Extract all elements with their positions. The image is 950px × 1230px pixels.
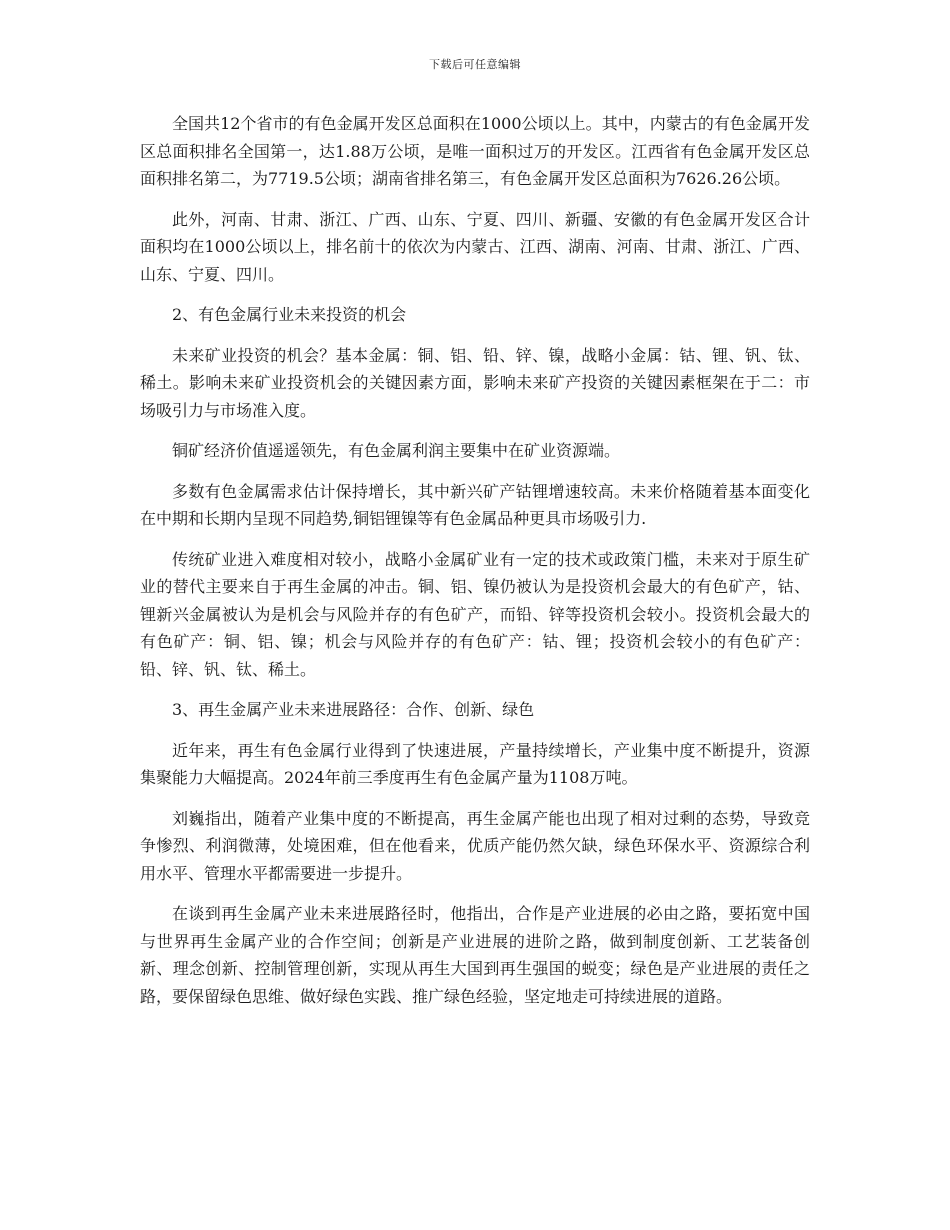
section-heading-investment: 2、有色金属行业未来投资的机会 [172, 305, 407, 324]
paragraph-traditional-mining: 传统矿业进入难度相对较小，战略小金属矿业有一定的技术或政策门槛，未来对于原生矿业的替代主要来自于再生金属的冲击。铜、铝、镍仍被认为是投资机会最大的有色矿产，钴、锂新兴金属被认为是机会与风险并存的有色矿产，而铅、锌等投资机会较小。投资机会最大的有色矿产：铜、铝、镍；机会与风险并存的有色矿产：钴、锂；投资机会较小的有色矿产：铅、锌、钒、钛、稀土。 [140, 549, 810, 679]
paragraph-overcapacity: 刘巍指出，随着产业集中度的不断提高，再生金属产能也出现了相对过剩的态势，导致竞争惨烈、利润微薄，处境困难，但在他看来，优质产能仍然欠缺，绿色环保水平、资源综合利用水平、管理水平都需要进一步提升。 [140, 808, 810, 883]
paragraph-investment-opportunities: 未来矿业投资的机会？基本金属：铜、铝、铅、锌、镍，战略小金属：钴、锂、钒、钛、稀土。影响未来矿业投资机会的关键因素方面，影响未来矿产投资的关键因素框架在于二：市场吸引力与市场准入度。 [140, 345, 810, 420]
paragraph-copper-value: 铜矿经济价值遥遥领先，有色金属利润主要集中在矿业资源端。 [172, 441, 621, 460]
document-body [140, 110, 810, 1023]
paragraph-other-provinces: 此外，河南、甘肃、浙江、广西、山东、宁夏、四川、新疆、安徽的有色金属开发区合计面积均在1000公顷以上，排名前十的依次为内蒙古、江西、湖南、河南、甘肃、浙江、广西、山东、宁夏、四川。 [140, 209, 810, 284]
section-heading-recycled-metals: 3、再生金属产业未来进展路径：合作、创新、绿色 [172, 700, 535, 719]
page-header: 下载后可任意编辑 [429, 58, 521, 71]
paragraph-development-path: 在谈到再生金属产业未来进展路径时，他指出，合作是产业进展的必由之路，要拓宽中国与世界再生金属产业的合作空间；创新是产业进展的进阶之路，做到制度创新、工艺装备创新、理念创新、控制管理创新，实现从再生大国到再生强国的蜕变；绿色是产业进展的责任之路，要保留绿色思维、做好绿色实践、推广绿色经验，坚定地走可持续进展的道路。 [140, 904, 810, 1006]
paragraph-area-ranking: 全国共12个省市的有色金属开发区总面积在1000公顷以上。其中，内蒙古的有色金属开发区总面积排名全国第一，达1.88万公顷，是唯一面积过万的开发区。江西省有色金属开发区总面积排名第二，为7719.5公顷；湖南省排名第三，有色金属开发区总面积为7626.26公顷。 [140, 114, 810, 188]
paragraph-demand-growth: 多数有色金属需求估计保持增长，其中新兴矿产钴锂增速较高。未来价格随着基本面变化在中期和长期内呈现不同趋势,铜铝锂镍等有色金属品种更具市场吸引力. [140, 481, 810, 528]
paragraph-recycled-growth: 近年来，再生有色金属行业得到了快速进展，产量持续增长，产业集中度不断提升，资源集聚能力大幅提高。2024年前三季度再生有色金属产量为1108万吨。 [140, 740, 810, 787]
